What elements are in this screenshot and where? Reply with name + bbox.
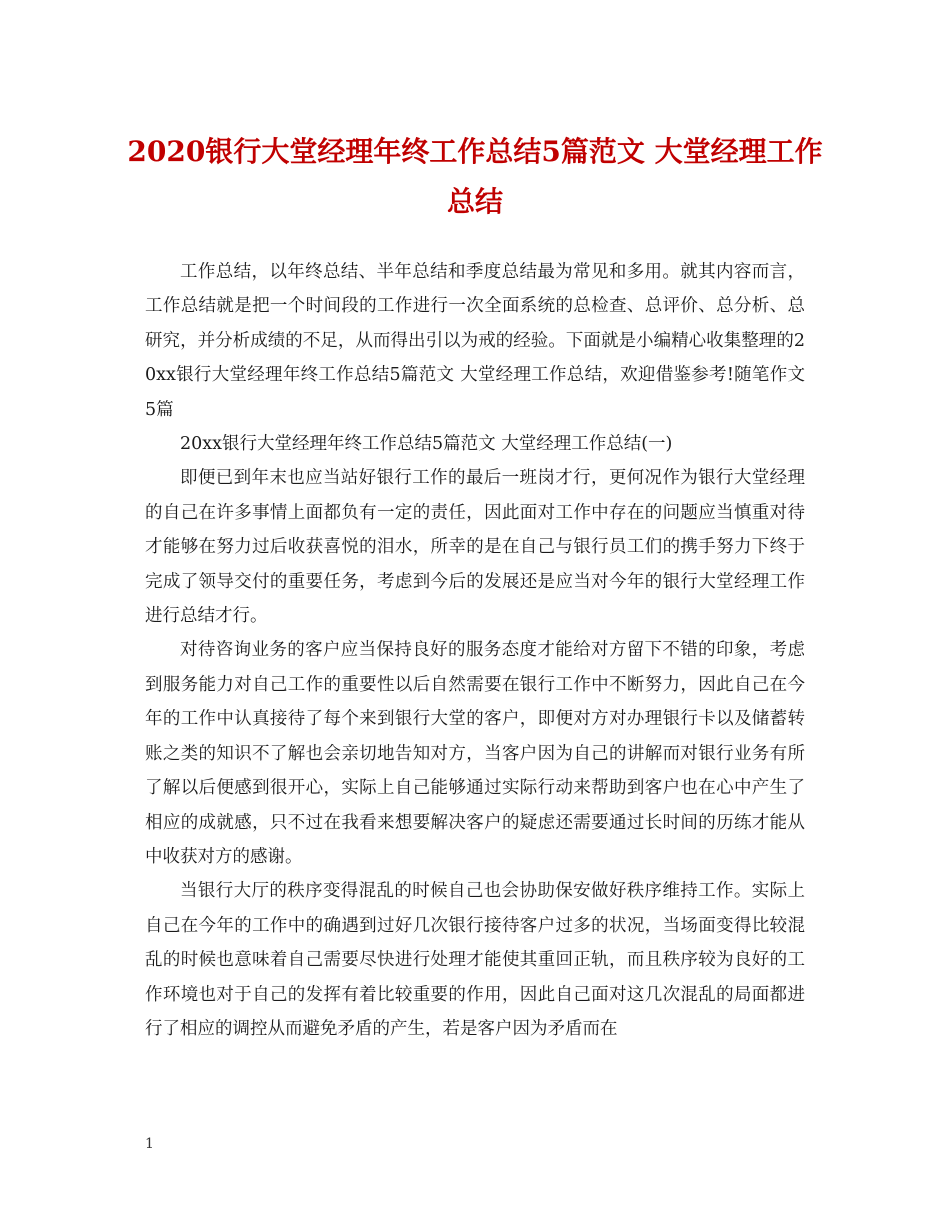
page-number: 1 <box>145 1136 154 1152</box>
paragraph-section-heading: 20xx银行大堂经理年终工作总结5篇范文 大堂经理工作总结(一) <box>180 434 673 455</box>
paragraph-3: 当银行大厅的秩序变得混乱的时候自己也会协助保安做好秩序维持工作。实际上自己在今年的工作中的确遇到过好几次银行接待客户过多的状况，当场面变得比较混乱的时候也意味着自己需要尽快进行处理才能使其重回正轨，而且秩序较为良好的工作环境也对于自己的发挥有着比较重要的作用，因此自己面对这几次混乱的局面都进行了相应的调控从而避免矛盾的产生，若是客户因为矛盾而在 <box>145 881 805 1039</box>
document-title: 2020银行大堂经理年终工作总结5篇范文 大堂经理工作总结 <box>127 135 823 218</box>
paragraph-1: 即便已到年末也应当站好银行工作的最后一班岗才行，更何况作为银行大堂经理的自己在许多事情上面都负有一定的责任，因此面对工作中存在的问题应当慎重对待才能够在努力过后收获喜悦的泪水，所幸的是在自己与银行员工们的携手努力下终于完成了领导交付的重要任务，考虑到今后的发展还是应当对今年的银行大堂经理工作进行总结才行。 <box>145 468 805 627</box>
document-body <box>145 255 805 1046</box>
paragraph-intro: 工作总结，以年终总结、半年总结和季度总结最为常见和多用。就其内容而言，工作总结就是把一个时间段的工作进行一次全面系统的总检查、总评价、总分析、总研究，并分析成绩的不足，从而得出引以为戒的经验。下面就是小编精心收集整理的20xx银行大堂经理年终工作总结5篇范文 大堂经理工作总结，欢迎借鉴参考!随笔作文5篇 <box>145 262 805 420</box>
paragraph-2: 对待咨询业务的客户应当保持良好的服务态度才能给对方留下不错的印象，考虑到服务能力对自己工作的重要性以后自然需要在银行工作中不断努力，因此自己在今年的工作中认真接待了每个来到银行大堂的客户，即便对方对办理银行卡以及储蓄转账之类的知识不了解也会亲切地告知对方，当客户因为自己的讲解而对银行业务有所了解以后便感到很开心，实际上自己能够通过实际行动来帮助到客户也在心中产生了相应的成就感，只不过在我看来想要解决客户的疑虑还需要通过长时间的历练才能从中收获对方的感谢。 <box>145 640 805 867</box>
